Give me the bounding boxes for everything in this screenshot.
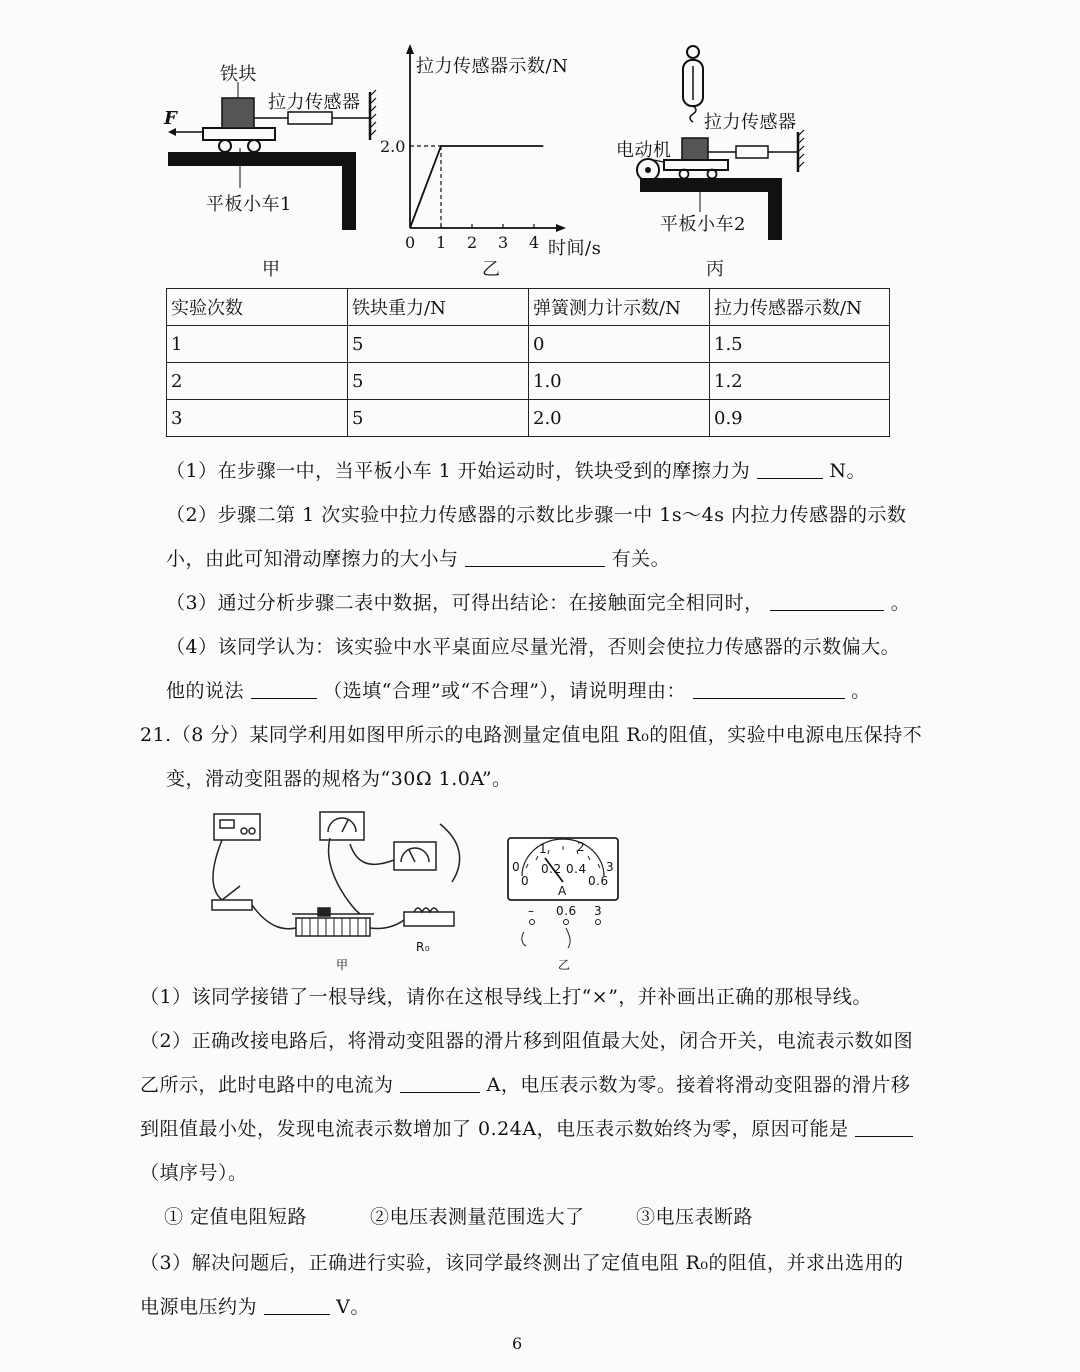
wire	[213, 840, 222, 900]
table-header: 拉力传感器示数/N	[710, 289, 890, 326]
label-sensor: 拉力传感器	[268, 92, 361, 113]
switch	[212, 900, 252, 910]
chart-xlabel: 时间/s	[548, 238, 602, 259]
table-cell: 5	[348, 363, 529, 400]
table-cell: 3	[167, 400, 348, 437]
label-force: F	[164, 108, 178, 129]
terminal-label: 0.6	[556, 904, 577, 918]
terminal-label: 3	[594, 904, 603, 918]
voltmeter	[320, 812, 364, 840]
label-sensor-2: 拉力传感器	[704, 112, 797, 133]
caption-bing: 丙	[706, 259, 725, 280]
table-cell: 5	[348, 400, 529, 437]
table-cell: 5	[348, 326, 529, 363]
chart-ylabel: 拉力传感器示数/N	[416, 56, 569, 77]
caption-jia: 甲	[262, 259, 281, 280]
y-tick-label: 2.0	[380, 137, 406, 156]
q21-part1: （1）该同学接错了一根导线，请你在这根导线上打“×”，并补画出正确的那根导线。	[140, 986, 872, 1008]
table-header: 铁块重力/N	[348, 289, 529, 326]
rheostat	[296, 918, 370, 936]
meter-tick: 0	[512, 860, 521, 874]
meter-tick: 0.2	[541, 862, 562, 876]
table-cell: 1	[167, 326, 348, 363]
q20-part4-line1: （4）该同学认为：该实验中水平桌面应尽量光滑，否则会使拉力传感器的示数偏大。	[166, 636, 901, 658]
circuit-diagram-jia	[212, 812, 460, 936]
meter-tick: 0.6	[588, 874, 609, 888]
q21-part2-line3	[140, 1114, 913, 1141]
x-tick-label: 1	[436, 233, 447, 252]
wire	[440, 824, 460, 882]
q20-part3-tail: 。	[890, 592, 911, 614]
q21-heading-line1: 21.（8 分）某同学利用如图甲所示的电路测量定值电阻 R₀的阻值，实验中电源电压保持不	[140, 724, 923, 746]
label-cart-1: 平板小车1	[206, 194, 292, 215]
table-cell: 1.5	[710, 326, 890, 363]
answer-blank[interactable]	[855, 1118, 913, 1137]
page-number: 6	[512, 1334, 523, 1353]
x-tick-label: 4	[529, 233, 540, 252]
table-header: 弹簧测力计示数/N	[529, 289, 710, 326]
caption-circuit-jia: 甲	[336, 958, 349, 972]
q21-part2-line1: （2）正确改接电路后，将滑动变阻器的滑片移到阻值最大处，闭合开关，电流表示数如图	[140, 1030, 914, 1052]
x-tick-label: 3	[498, 233, 509, 252]
q20-part2-tail: 有关。	[611, 548, 671, 570]
q21-part3-line2	[140, 1292, 370, 1319]
meter-tick: 2	[577, 840, 586, 854]
table-cell: 2.0	[529, 400, 710, 437]
label-cart-2: 平板小车2	[660, 214, 746, 235]
label-motor: 电动机	[616, 140, 672, 161]
ammeter	[394, 842, 436, 870]
wire	[350, 844, 394, 864]
label-iron-block: 铁块	[220, 64, 257, 85]
resistor-r0	[404, 912, 454, 926]
q21-option-3: ③电压表断路	[636, 1206, 754, 1228]
wire	[370, 920, 404, 929]
x-tick-label: 2	[467, 233, 478, 252]
q21-part2-text: 乙所示，此时电路中的电流为	[140, 1074, 394, 1096]
answer-blank[interactable]	[264, 1296, 330, 1315]
q20-part3-text: （3）通过分析步骤二表中数据，可得出结论：在接触面完全相同时，	[166, 592, 764, 614]
q21-part3-unit: V。	[336, 1296, 370, 1318]
meter-tick: 3	[606, 860, 615, 874]
table-cell: 0	[529, 326, 710, 363]
table-cell: 2	[167, 363, 348, 400]
q21-heading-line2: 变，滑动变阻器的规格为“30Ω 1.0A”。	[166, 768, 512, 790]
caption-circuit-yi: 乙	[558, 958, 571, 972]
label-r0: R₀	[416, 940, 431, 954]
q20-part4-hint: （选填“合理”或“不合理”），请说明理由：	[323, 680, 686, 702]
q20-part1-unit: N。	[829, 460, 866, 482]
q20-part2-line1: （2）步骤二第 1 次实验中拉力传感器的示数比步骤一中 1s～4s 内拉力传感器的示数	[166, 504, 907, 526]
q21-part3-line1: （3）解决问题后，正确进行实验，该同学最终测出了定值电阻 R₀的阻值，并求出选用的	[140, 1252, 904, 1274]
meter-tick: 0.4	[566, 862, 587, 876]
q20-part4-text: 他的说法	[166, 680, 245, 702]
meter-unit: A	[558, 884, 567, 898]
q21-part3-text: 电源电压约为	[140, 1296, 258, 1318]
q21-option-2: ②电压表测量范围选大了	[370, 1206, 585, 1228]
power-supply	[214, 814, 260, 840]
wire	[329, 838, 360, 914]
table-cell: 1.0	[529, 363, 710, 400]
caption-yi: 乙	[482, 259, 501, 280]
q20-part1-text: （1）在步骤一中，当平板小车 1 开始运动时，铁块受到的摩擦力为	[166, 460, 751, 482]
q21-part2-tail: A，电压表示数为零。接着将滑动变阻器的滑片移	[486, 1074, 911, 1096]
wire	[252, 905, 296, 929]
meter-tick: 1	[539, 842, 548, 856]
q21-part2-line4: （填序号）。	[140, 1162, 248, 1184]
table-cell: 0.9	[710, 400, 890, 437]
table-header: 实验次数	[167, 289, 348, 326]
meter-tick: 0	[521, 874, 530, 888]
q21-part2-line3-text: 到阻值最小处，发现电流表示数增加了 0.24A，电压表示数始终为零，原因可能是	[140, 1118, 849, 1140]
terminal-label: –	[528, 904, 535, 918]
table-cell: 1.2	[710, 363, 890, 400]
q20-part4-tail: 。	[851, 680, 871, 702]
q21-part2-line2	[140, 1070, 910, 1097]
q20-part2-text: 小，由此可知滑动摩擦力的大小与	[166, 548, 459, 570]
x-tick-label: 0	[405, 233, 416, 252]
q21-option-1: ① 定值电阻短路	[164, 1206, 308, 1228]
answer-blank[interactable]	[400, 1074, 480, 1093]
